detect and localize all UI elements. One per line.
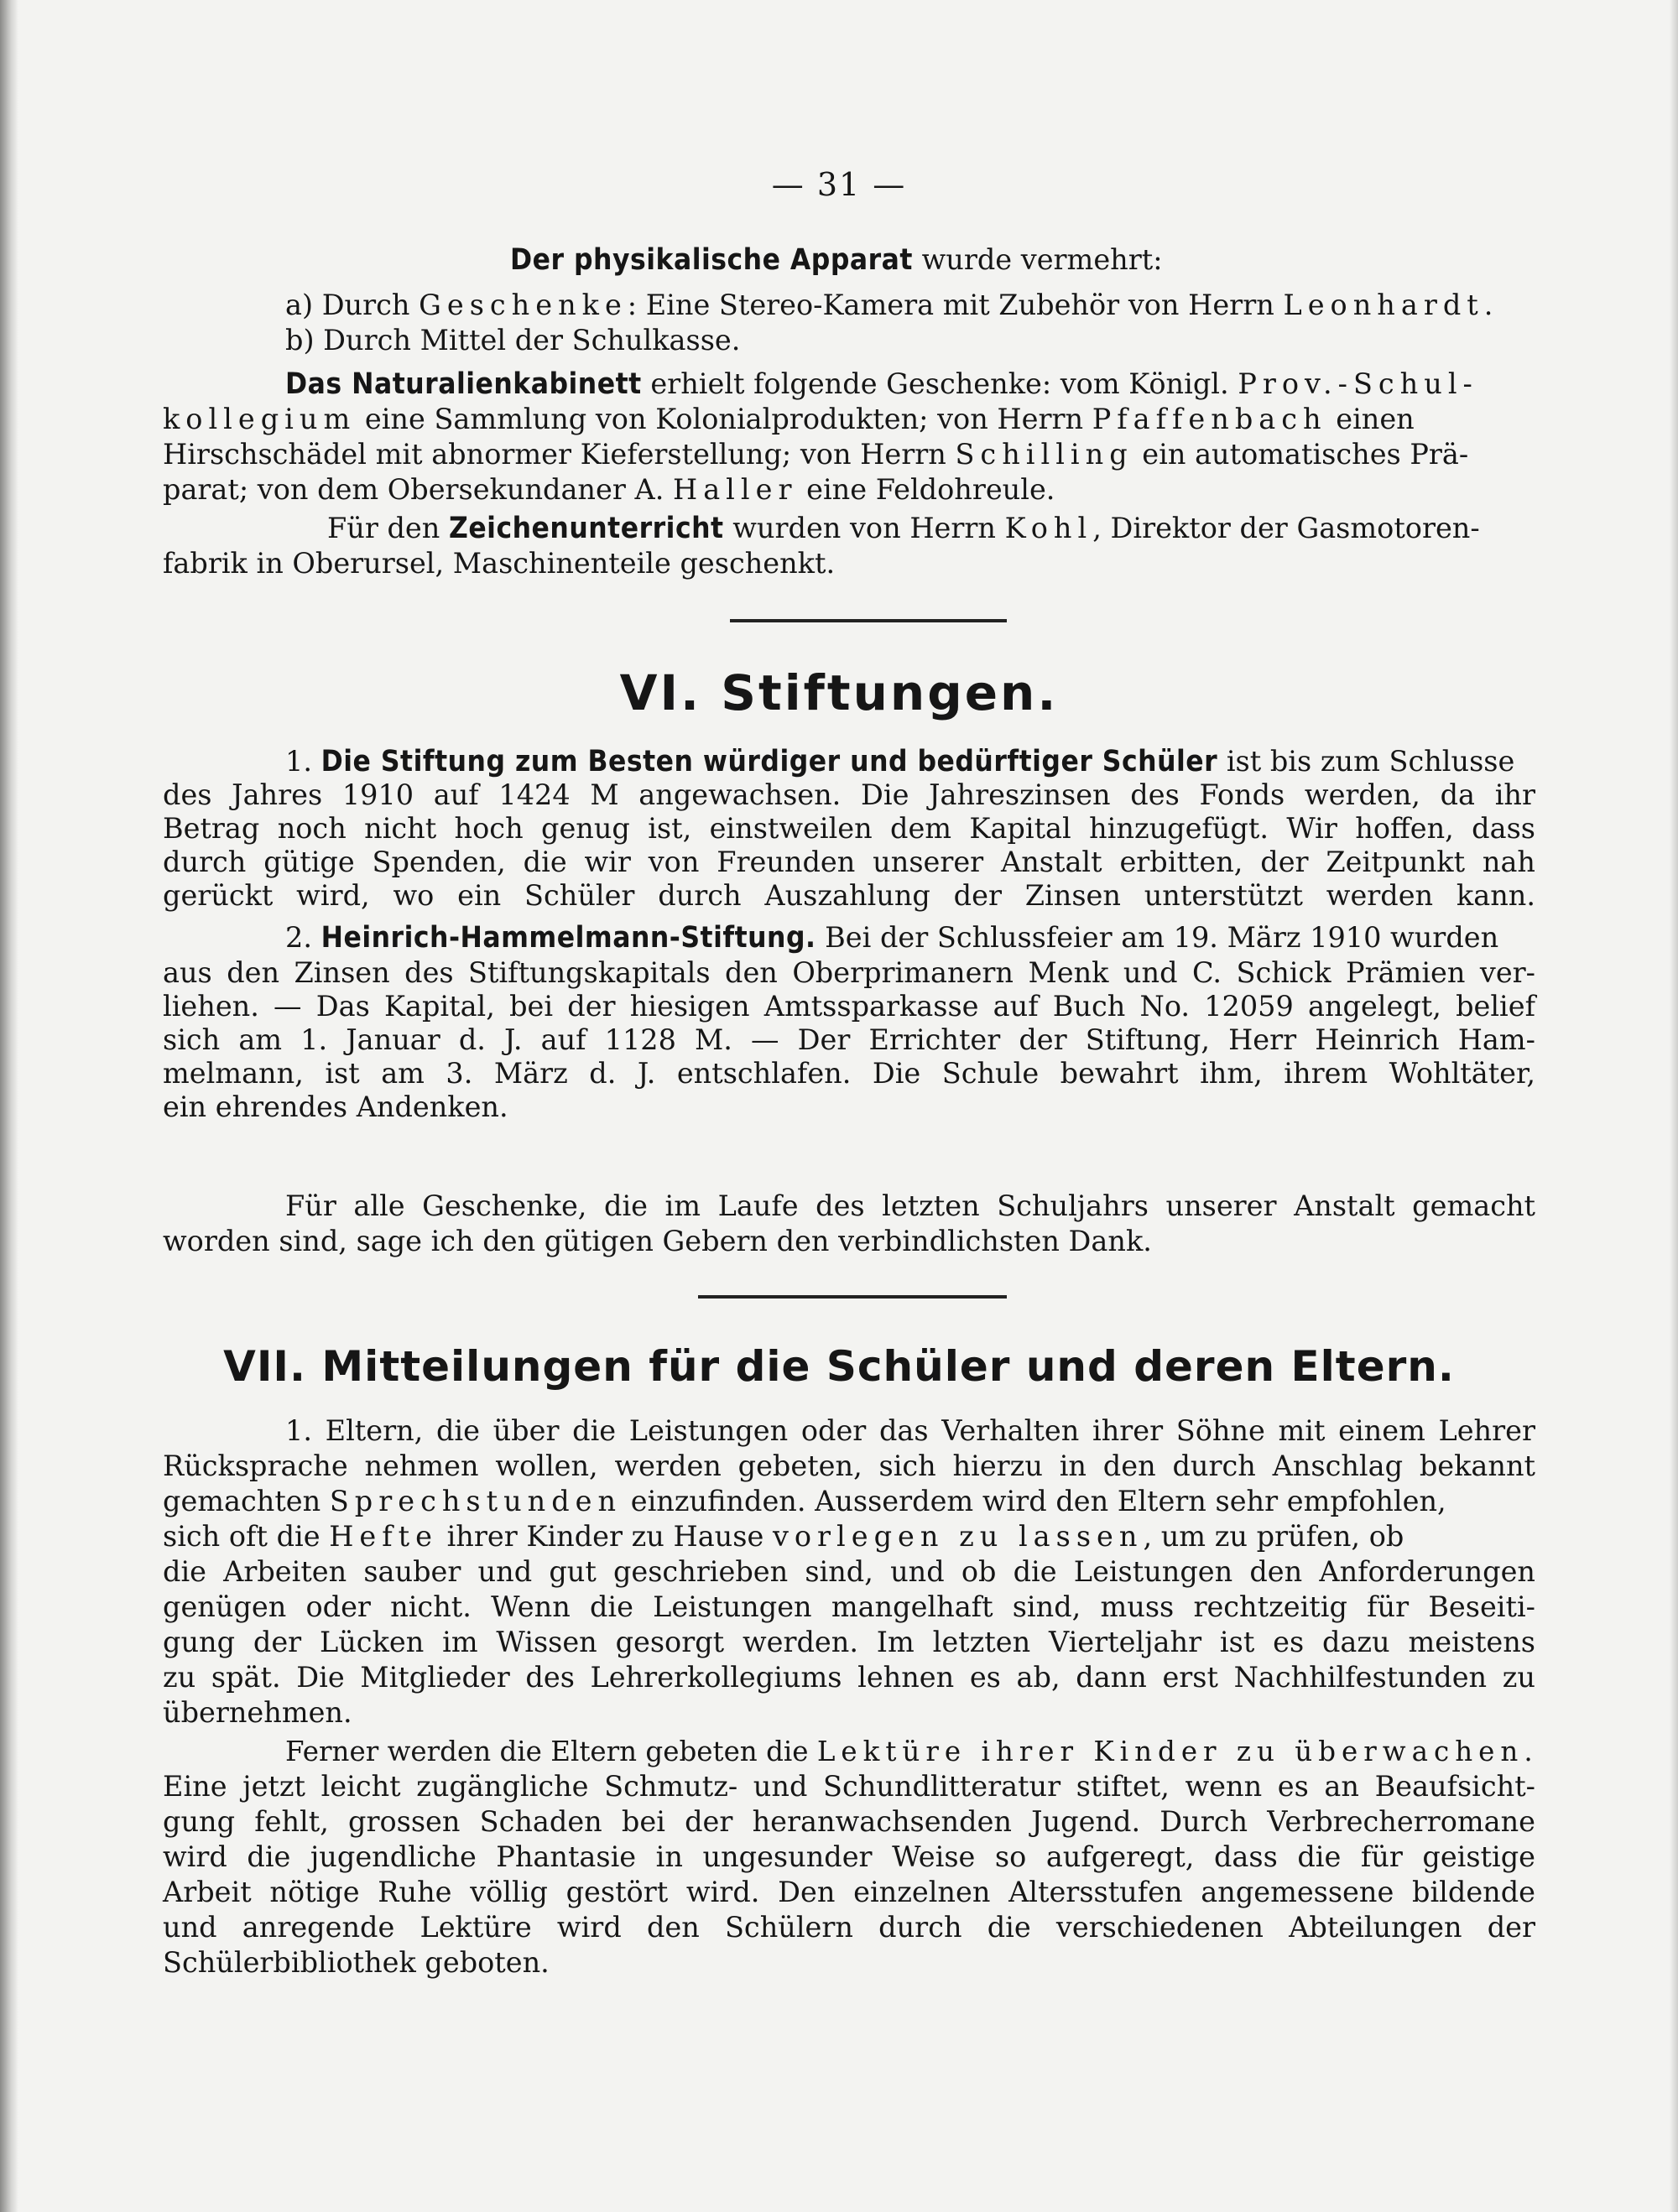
s7-p1-line-9: übernehmen. (163, 1696, 352, 1729)
natural-line-1 (285, 367, 1535, 401)
s7-p1-line-5: die Arbeiten sauber und gut geschrieben sind, und ob die Leistungen den Anforderungen (163, 1555, 1535, 1588)
s6-p1-l1-end: ist bis zum Schlusse (1217, 745, 1515, 778)
physik-line-1 (510, 243, 1162, 277)
s7-p2-end: . (1524, 1736, 1533, 1767)
physik-a-spaced: Geschenke (419, 289, 628, 321)
s6-p2-heading: Heinrich-Hammelmann-Stiftung. (320, 921, 816, 955)
natural-l2-end: einen (1326, 403, 1415, 435)
natural-l4-name: Haller (673, 473, 798, 506)
s7-p1-line-3 (163, 1485, 1535, 1518)
section-divider-1 (730, 619, 1007, 622)
natural-heading: Das Naturalienkabinett (285, 367, 642, 401)
page-edge-right (1670, 0, 1678, 2212)
natural-l1-text: erhielt folgende Geschenke: vom Königl. (641, 367, 1238, 400)
s6-p1-line-4: durch gütige Spenden, die wir von Freunden unserer Anstalt erbitten, der Zeitpunkt nah (163, 846, 1535, 878)
s7-l4-spaced-1: Hefte (329, 1520, 438, 1553)
s6-p1-line-3: Betrag noch nicht hoch genug ist, einstweilen dem Kapital hinzugefügt. Wir hoffen, dass (163, 812, 1535, 845)
natural-l3-name: Schilling (955, 438, 1133, 471)
physik-heading: Der physikalische Apparat (510, 243, 913, 277)
zeichen-mid: wurden von Herrn (723, 512, 1005, 544)
s6-p2-line-3: liehen. — Das Kapital, bei der hiesigen Amtssparkasse auf Buch No. 12059 angelegt, belief (163, 990, 1535, 1023)
page-binding-shadow (0, 0, 18, 2212)
s7-p1-line-2: Rücksprache nehmen wollen, werden gebeten, sich hierzu in den durch Anschlag bekannt (163, 1450, 1535, 1482)
s7-p2-spaced: Lektüre ihrer Kinder zu überwachen (816, 1736, 1524, 1767)
thanks-line-1: Für alle Geschenke, die im Laufe des letzten Schuljahrs unserer Anstalt gemacht (285, 1189, 1535, 1222)
s6-p2-line-2: aus den Zinsen des Stiftungskapitals den Oberprimanern Menk und C. Schick Prämien ver- (163, 956, 1535, 989)
s6-p2-line-5: melmann, ist am 3. März d. J. entschlafen. Die Schule bewahrt ihm, ihrem Wohltäter, (163, 1057, 1535, 1090)
s6-p2-line-1 (285, 921, 1535, 955)
natural-l2-name: Pfaffenbach (1092, 403, 1327, 435)
s7-p1-line-6: genügen oder nicht. Wenn die Leistungen mangelhaft sind, muss rechtzeitig für Beseiti- (163, 1590, 1535, 1623)
s7-p1-line-8: zu spät. Die Mitglieder des Lehrerkollegiums lehnen es ab, dann erst Nachhilfestunden zu (163, 1661, 1535, 1694)
zeichen-prefix: Für den (327, 512, 449, 544)
natural-l1-spaced: Prov.-Schul- (1238, 367, 1478, 400)
s6-p2-l1-end: Bei der Schlussfeier am 19. März 1910 wurden (816, 921, 1499, 954)
s7-l3-prefix: gemachten (163, 1485, 330, 1517)
s6-p2-line-4: sich am 1. Januar d. J. auf 1128 M. — Der Errichter der Stiftung, Herr Heinrich Ham- (163, 1023, 1535, 1056)
s6-p1-line-2: des Jahres 1910 auf 1424 M angewachsen. Die Jahreszinsen des Fonds werden, da ihr (163, 778, 1535, 811)
natural-l2-text: eine Sammlung von Kolonialprodukten; von Herrn (356, 403, 1092, 435)
section-divider-2 (698, 1295, 1007, 1299)
natural-l3-end: ein automatisches Prä- (1133, 438, 1469, 471)
s6-p1-line-5: gerückt wird, wo ein Schüler durch Auszahlung der Zinsen unterstützt werden kann. (163, 879, 1535, 912)
natural-l2-spaced: kollegium (163, 403, 357, 435)
section-6-title: VI. Stiftungen. (619, 664, 1059, 721)
s6-p2-line-6: ein ehrendes Andenken. (163, 1090, 508, 1123)
s7-l4-spaced-2: vorlegen zu lassen (772, 1520, 1144, 1553)
s7-l3-end: einzufinden. Ausserdem wird den Eltern sehr empfohlen, (622, 1485, 1446, 1517)
physik-a-end: . (1483, 289, 1493, 321)
s7-p2-line-4: wird die jugendliche Phantasie in ungesunder Weise so aufgeregt, dass die für geistige (163, 1840, 1535, 1873)
zeichen-name: Kohl (1004, 512, 1093, 544)
physik-line-b: b) Durch Mittel der Schulkasse. (285, 324, 741, 357)
s7-l4-prefix: sich oft die (163, 1520, 330, 1553)
s7-p2-line-1 (285, 1735, 1535, 1768)
natural-l4-text: parat; von dem Obersekundaner A. (163, 473, 673, 506)
s6-p1-heading: Die Stiftung zum Besten würdiger und bedürftiger Schüler (320, 745, 1218, 778)
zeichen-line-1 (327, 512, 1535, 545)
s7-p1-line-7: gung der Lücken im Wissen gesorgt werden. Im letzten Vierteljahr ist es dazu meistens (163, 1626, 1535, 1658)
s7-p2-line-3: gung fehlt, grossen Schaden bei der heranwachsenden Jugend. Durch Verbrecherromane (163, 1805, 1535, 1838)
physik-rest: wurde vermehrt: (912, 243, 1163, 276)
natural-line-2 (163, 403, 1535, 436)
s7-p2-line-5: Arbeit nötige Ruhe völlig gestört wird. Den einzelnen Altersstufen angemessene bildende (163, 1876, 1535, 1908)
thanks-line-2: worden sind, sage ich den gütigen Gebern den verbindlichsten Dank. (163, 1225, 1152, 1257)
physik-a-name: Leonhardt (1283, 289, 1484, 321)
s7-p2-line-6: und anregende Lektüre wird den Schülern durch die verschiedenen Abteilungen der (163, 1911, 1535, 1944)
s7-p2-prefix: Ferner werden die Eltern gebeten die (285, 1736, 817, 1767)
natural-l3-text: Hirschschädel mit abnormer Kieferstellung; von Herrn (163, 438, 956, 471)
s7-p1-line-1: 1. Eltern, die über die Leistungen oder das Verhalten ihrer Söhne mit einem Lehrer (285, 1414, 1535, 1447)
natural-line-4 (163, 473, 1535, 507)
section-7-title: VII. Mitteilungen für die Schüler und deren Eltern. (223, 1342, 1455, 1391)
physik-a-prefix: a) Durch (285, 289, 420, 321)
physik-line-a (285, 289, 1535, 322)
physik-a-text: : Eine Stereo-Kamera mit Zubehör von Herrn (627, 289, 1284, 321)
s7-p2-line-2: Eine jetzt leicht zugängliche Schmutz- und Schundlitteratur stiftet, wenn es an Beaufsicht- (163, 1770, 1535, 1803)
s7-l3-spaced: Sprechstunden (329, 1485, 623, 1517)
zeichen-heading: Zeichenunterricht (448, 512, 724, 545)
zeichen-end: , Direktor der Gasmotoren- (1092, 512, 1480, 544)
natural-line-3 (163, 438, 1535, 471)
s7-p2-line-7: Schülerbibliothek geboten. (163, 1946, 550, 1979)
zeichen-line-2: fabrik in Oberursel, Maschinenteile geschenkt. (163, 547, 836, 580)
s6-p2-number: 2. (285, 921, 321, 954)
s7-l4-mid: ihrer Kinder zu Hause (437, 1520, 773, 1553)
s7-l4-end: , um zu prüfen, ob (1143, 1520, 1404, 1553)
page-number: — 31 — (771, 166, 907, 203)
natural-l4-end: eine Feldohreule. (797, 473, 1055, 506)
s6-p1-line-1 (285, 745, 1535, 778)
s6-p1-number: 1. (285, 745, 321, 778)
s7-p1-line-4 (163, 1520, 1535, 1554)
